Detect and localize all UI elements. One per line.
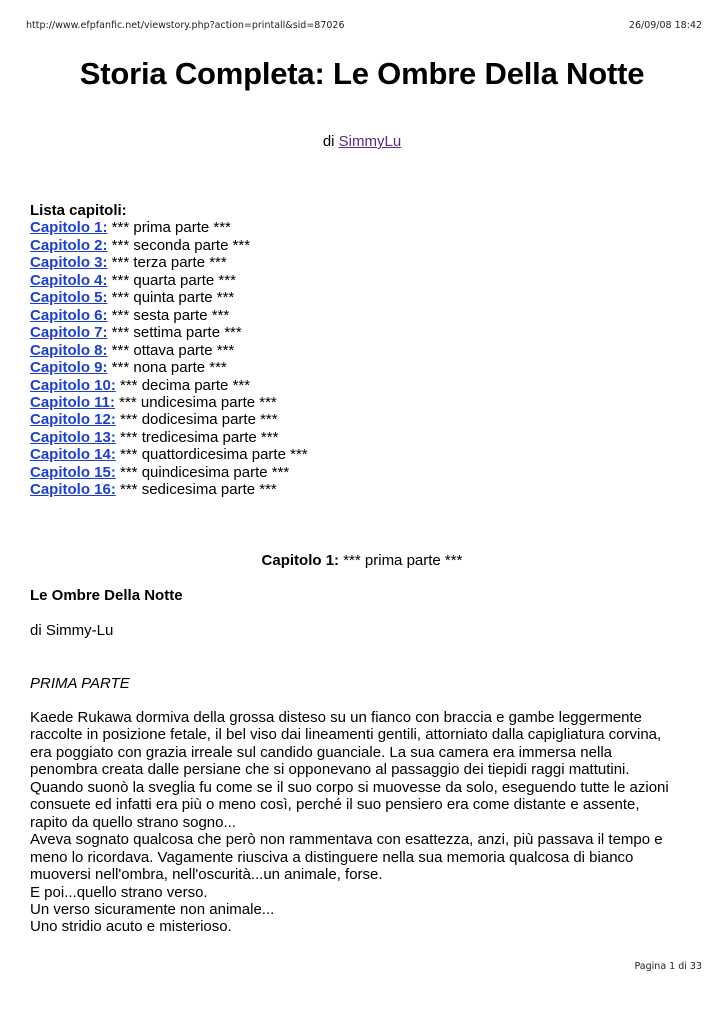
chapter-name: *** nona parte ***	[107, 359, 227, 377]
chapter-name: *** undicesima parte ***	[115, 393, 277, 411]
body-line: E poi...quello strano verso.	[30, 883, 208, 901]
body-line: penombra creata dalle persiane che si opponevano al passaggio dei tiepidi raggi mattutini.	[30, 761, 630, 779]
part-heading: PRIMA PARTE	[30, 675, 130, 692]
chapter-list-heading: Lista capitoli:	[30, 202, 127, 219]
body-line: meno lo ricordava. Vagamente riusciva a distinguere nella sua memoria qualcosa di bianco	[30, 848, 634, 866]
chapter-heading-label: Capitolo 1:	[261, 552, 340, 569]
chapter-body	[30, 709, 700, 936]
print-url: http://www.efpfanfic.net/viewstory.php?action=printall&sid=87026	[26, 20, 345, 31]
chapter-link[interactable]: Capitolo 10:	[30, 376, 116, 394]
chapter-link[interactable]: Capitolo 14:	[30, 446, 116, 464]
chapter-link[interactable]: Capitolo 7:	[30, 324, 108, 342]
chapter-heading-name: *** prima parte ***	[339, 552, 463, 569]
toc-row	[30, 446, 308, 463]
chapter-name: *** quindicesima parte ***	[115, 463, 290, 481]
toc-row	[30, 254, 308, 271]
toc-row	[30, 429, 308, 446]
chapter-name: *** settima parte ***	[107, 324, 242, 342]
chapter-name: *** ottava parte ***	[107, 341, 235, 359]
chapter-list	[30, 202, 308, 499]
chapter-link[interactable]: Capitolo 4:	[30, 271, 108, 289]
toc-row	[30, 481, 308, 498]
chapter-link[interactable]: Capitolo 1:	[30, 219, 108, 237]
chapter-link[interactable]: Capitolo 2:	[30, 236, 108, 254]
toc-row	[30, 342, 308, 359]
chapter-name: *** sesta parte ***	[107, 306, 230, 324]
byline	[0, 133, 724, 150]
chapter-link[interactable]: Capitolo 5:	[30, 289, 108, 307]
toc-row	[30, 359, 308, 376]
story-author: di Simmy-Lu	[30, 622, 114, 639]
toc-row	[30, 464, 308, 481]
author-link[interactable]: SimmyLu	[338, 133, 402, 150]
chapter-name: *** tredicesima parte ***	[115, 428, 279, 446]
toc-row	[30, 219, 308, 236]
body-line: Quando suonò la sveglia fu come se il suo corpo si muovesse da solo, eseguendo tutte le azioni	[30, 778, 669, 796]
toc-row	[30, 394, 308, 411]
chapter-link[interactable]: Capitolo 3:	[30, 254, 108, 272]
page-title: Storia Completa: Le Ombre Della Notte	[79, 56, 645, 91]
toc-row	[30, 377, 308, 394]
chapter-name: *** sedicesima parte ***	[115, 481, 277, 499]
chapter-link[interactable]: Capitolo 8:	[30, 341, 108, 359]
chapter-name: *** seconda parte ***	[107, 236, 251, 254]
chapter-name: *** quattordicesima parte ***	[115, 446, 308, 464]
body-line: Kaede Rukawa dormiva della grossa disteso su un fianco con braccia e gambe leggermente	[30, 709, 643, 726]
body-line: rapito da quello strano sogno...	[30, 813, 236, 831]
chapter-name: *** decima parte ***	[115, 376, 251, 394]
byline-prefix: di	[322, 133, 339, 150]
print-header	[26, 20, 702, 31]
body-line: era poggiato con grazia irreale sul candido guanciale. La sua camera era immersa nella	[30, 743, 612, 761]
toc-row	[30, 411, 308, 428]
chapter-link[interactable]: Capitolo 9:	[30, 359, 108, 377]
chapter-link[interactable]: Capitolo 12:	[30, 411, 116, 429]
body-line: consuete ed infatti era più o meno così, perché il suo pensiero era come distante e assente,	[30, 796, 640, 814]
body-line: Uno stridio acuto e misterioso.	[30, 918, 232, 936]
story-title: Le Ombre Della Notte	[30, 587, 183, 604]
chapter-link[interactable]: Capitolo 16:	[30, 481, 116, 499]
chapter-name: *** dodicesima parte ***	[115, 411, 278, 429]
chapter-name: *** terza parte ***	[107, 254, 227, 272]
body-line: Un verso sicuramente non animale...	[30, 900, 275, 918]
body-line: Aveva sognato qualcosa che però non rammentava con esattezza, anzi, più passava il tempo e	[30, 831, 663, 849]
body-line: muoversi nell'ombra, nell'oscurità...un animale, forse.	[30, 866, 383, 884]
toc-row	[30, 307, 308, 324]
chapter-link[interactable]: Capitolo 6:	[30, 306, 108, 324]
toc-row	[30, 289, 308, 306]
toc-row	[30, 272, 308, 289]
chapter-name: *** quinta parte ***	[107, 289, 235, 307]
chapter-name: *** prima parte ***	[107, 219, 231, 237]
chapter-link[interactable]: Capitolo 15:	[30, 463, 116, 481]
chapter-link[interactable]: Capitolo 13:	[30, 428, 116, 446]
chapter-heading	[0, 552, 724, 569]
toc-row	[30, 237, 308, 254]
page-footer: Pagina 1 di 33	[634, 961, 702, 972]
chapter-name: *** quarta parte ***	[107, 271, 236, 289]
toc-row	[30, 324, 308, 341]
print-datetime: 26/09/08 18:42	[628, 20, 702, 31]
chapter-link[interactable]: Capitolo 11:	[30, 393, 116, 411]
body-line: raccolte in posizione fetale, il bel viso dai lineamenti gentili, attorniato dalla capigliatura corvina,	[30, 726, 662, 744]
